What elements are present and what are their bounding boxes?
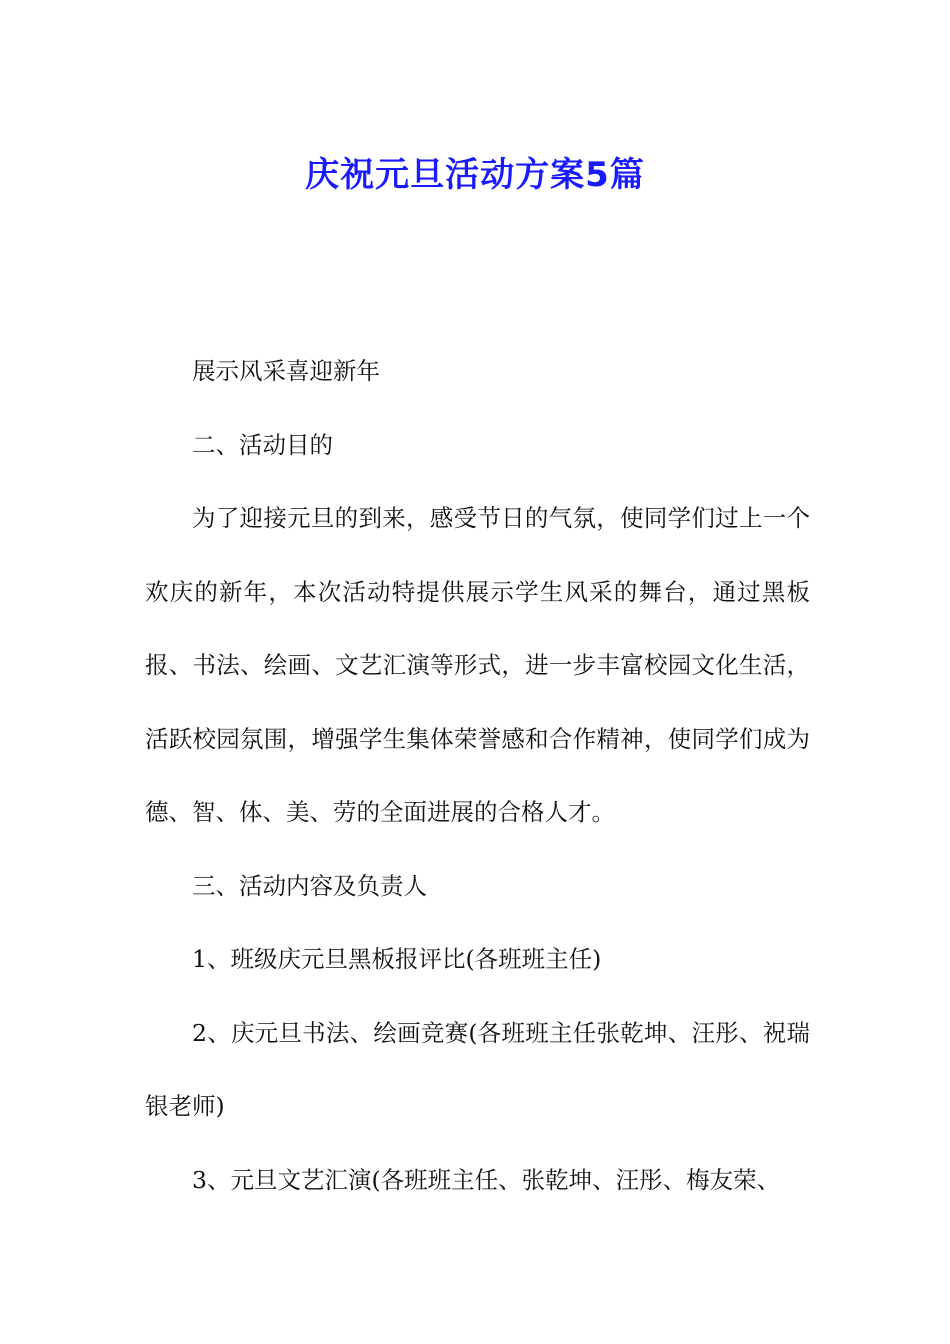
document-body: [145, 335, 810, 1217]
paragraph-purpose: 为了迎接元旦的到来，感受节日的气氛，使同学们过上一个欢庆的新年，本次活动特提供展示学生风采的舞台，通过黑板报、书法、绘画、文艺汇演等形式，进一步丰富校园文化生活，活跃校园氛围，增强学生集体荣誉感和合作精神，使同学们成为德、智、体、美、劳的全面进展的合格人才。: [145, 504, 810, 826]
list-item-blackboard: 1、班级庆元旦黑板报评比(各班班主任): [192, 945, 602, 973]
heading-activity-purpose: 二、活动目的: [192, 430, 333, 459]
heading-activity-content: 三、活动内容及负责人: [192, 871, 427, 900]
list-item-calligraphy: 2、庆元旦书法、绘画竞赛(各班班主任张乾坤、汪彤、祝瑞银老师): [145, 1018, 810, 1120]
paragraph-theme: 展示风采喜迎新年: [192, 357, 380, 385]
list-item-performance: 3、元旦文艺汇演(各班班主任、张乾坤、汪彤、梅友荣、: [192, 1165, 781, 1194]
document-title: 庆祝元旦活动方案5篇: [305, 154, 645, 195]
